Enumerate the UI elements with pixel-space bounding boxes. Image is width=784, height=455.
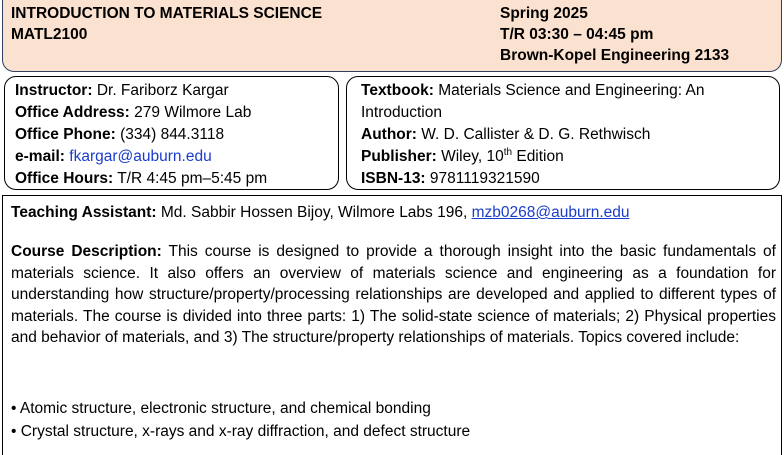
hours-label: Office Hours: (15, 170, 114, 187)
publisher-label: Publisher: (361, 148, 437, 165)
course-code: MATL2100 (11, 26, 88, 43)
ta-email-link[interactable]: mzb0268@auburn.edu (471, 204, 630, 221)
textbook-label: Textbook: (361, 82, 434, 99)
office-hours: T/R 4:45 pm–5:45 pm (117, 170, 268, 187)
textbook-box (346, 76, 780, 190)
phone-label: Office Phone: (15, 126, 116, 143)
office-address: 279 Wilmore Lab (134, 104, 252, 121)
author-label: Author: (361, 126, 417, 143)
textbook-line (361, 80, 704, 102)
hours-line (15, 168, 267, 190)
ta-info: Md. Sabbir Hossen Bijoy, Wilmore Labs 196, (160, 204, 468, 221)
author-names: W. D. Callister & D. G. Rethwisch (421, 126, 651, 143)
semester: Spring 2025 (500, 5, 588, 22)
instructor-line (15, 80, 229, 102)
email-line (15, 146, 212, 168)
textbook-title-1: Materials Science and Engineering: An (438, 82, 705, 99)
description-text: This course is designed to provide a thorough insight into the basic fundamentals of materials science. It also offers an overview of materials science and engineering as a foundation for understanding how structure/property/processing relationships are developed and applied to different types of materials. The course is divided into three parts: 1) The solid-state science of materials; 2) Physical properties and behavior of materials, and 3) The structure/property relationships of materials. Topics covered include: (11, 243, 776, 347)
email-label: e-mail: (15, 148, 65, 165)
publisher-name: Wiley, 10 (441, 148, 504, 165)
topic-item: • Atomic structure, electronic structure, and chemical bonding (11, 400, 431, 417)
isbn-number: 9781119321590 (429, 170, 540, 187)
course-description (11, 241, 776, 349)
instructor-box (4, 76, 339, 190)
phone-line (15, 124, 224, 146)
course-details (2, 195, 782, 455)
publisher-line (361, 146, 564, 168)
course-title: INTRODUCTION TO MATERIALS SCIENCE (11, 5, 323, 22)
instructor-email-link[interactable]: fkargar@auburn.edu (69, 148, 212, 165)
schedule: T/R 03:30 – 04:45 pm (500, 26, 654, 43)
course-header (2, 0, 782, 72)
instructor-label: Instructor: (15, 82, 93, 99)
location: Brown-Kopel Engineering 2133 (500, 47, 730, 64)
office-label: Office Address: (15, 104, 130, 121)
ta-label: Teaching Assistant: (11, 204, 157, 221)
description-label: Course Description: (11, 243, 162, 260)
topic-item: • Crystal structure, x-rays and x-ray diffraction, and defect structure (11, 423, 471, 440)
office-line (15, 102, 251, 124)
isbn-label: ISBN-13: (361, 170, 426, 187)
textbook-title-2: Introduction (361, 104, 442, 121)
edition-superscript: th (503, 146, 513, 158)
edition-suffix: Edition (512, 148, 564, 165)
author-line (361, 124, 650, 146)
isbn-line (361, 168, 540, 190)
instructor-name: Dr. Fariborz Kargar (96, 82, 229, 99)
ta-line (11, 202, 630, 224)
office-phone: (334) 844.3118 (120, 126, 225, 143)
